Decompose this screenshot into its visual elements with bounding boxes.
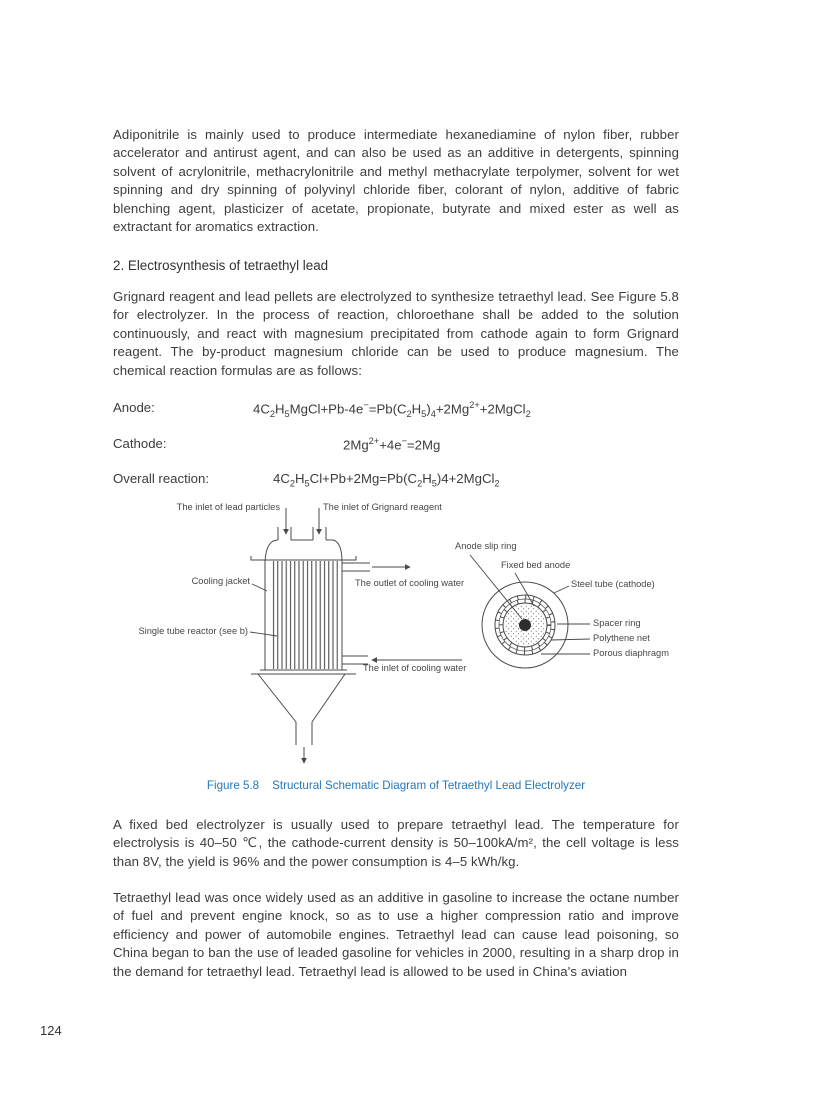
equation-cathode-formula: $2Mg^{2+}+4e^-=2Mg$ [343,436,441,453]
equation-overall [113,471,679,489]
figure-caption-label: Figure 5.8 [206,779,260,792]
label-steel-tube-cathode: Steel tube (cathode) [571,579,655,589]
label-inlet-cooling-water: The inlet of cooling water [363,663,467,673]
equation-cathode [113,436,679,451]
label-polythene-net: Polythene net [593,633,650,643]
paragraph-grignard: Grignard reagent and lead pellets are electrolyzed to synthesize tetraethyl lead. See Figure 5.8 for electrolyzer. In the process of reaction, chloroethane shall be added to the solution continuously, and react with magnesium precipitated from cathode again to form Grignard reagent. The by-product magnesium chloride can be used to produce magnesium. The chemical reaction formulas are as follows: [113,289,679,378]
paragraph-tetraethyl-history: Tetraethyl lead was once widely used as an additive in gasoline to increase the octane number of fuel and prevent engine knock, so as to use a higher compression ratio and improve efficiency and power of automobile engines. Tetraethyl lead can cause lead poisoning, so China began to ban the use of leaded gasoline for vehicles in 2000, resulting in a sharp drop in the demand for tetraethyl lead. Tetraethyl lead is allowed to be used in China's aviation [113,890,679,979]
label-anode-slip-ring: Anode slip ring [455,541,517,551]
equation-anode [113,400,679,420]
anode-slip-ring-dot [519,619,531,631]
equation-anode-formula: $4C_2H_5MgCl+Pb-4e^-=Pb(C_2H_5)_4+2Mg^{2+}+2MgCl_2$ [253,400,531,420]
figure-caption [113,779,679,792]
paragraph-fixed-bed: A fixed bed electrolyzer is usually used to prepare tetraethyl lead. The temperature for electrolysis is 40–50 ℃, the cathode-current density is 50–100kA/m², the cell voltage is less than 8V, the yield is 96% and the power consumption is 4–5 kWh/kg. [113,817,679,869]
label-outlet-cooling-water: The outlet of cooling water [355,578,465,588]
equation-anode-label: Anode: [113,400,155,415]
figure-electrolyzer-diagram [110,498,710,776]
paragraph-adiponitrile: Adiponitrile is mainly used to produce intermediate hexanediamine of nylon fiber, rubber accelerator and antirust agent, and can also be used as an additive in detergents, spinning solvent of acrylonitrile, methacrylonitrile and methyl methacrylate terpolymer, solvent for wet spinning and dry spinning of polyvinyl chloride fiber, colorant of nylon, additive of fabric blenching agent, plasticizer of acetate, propionate, butyrate and mixed ester as well as extractant for aromatics extraction. [113,127,679,235]
cross-section-b [482,582,568,668]
label-single-tube-reactor: Single tube reactor (see b) [138,626,248,636]
equation-overall-label: Overall reaction: [113,471,210,486]
page-number: 124 [40,1023,62,1038]
equation-cathode-label: Cathode: [113,436,167,451]
label-fixed-bed-anode: Fixed bed anode [501,560,571,570]
leader-polythene-net [551,639,590,640]
leader-steel-tube-cathode [554,586,569,593]
figure-caption-title: Structural Schematic Diagram of Tetraethyl Lead Electrolyzer [272,779,586,792]
label-spacer-ring: Spacer ring [593,618,641,628]
label-cooling-jacket: Cooling jacket [191,576,250,586]
section-heading: 2. Electrosynthesis of tetraethyl lead [113,258,329,273]
label-porous-diaphragm: Porous diaphragm [593,648,669,658]
label-inlet-lead: The inlet of lead particles [176,502,280,512]
equation-overall-formula: $4C_2H_5Cl+Pb+2Mg=Pb(C_2H_5)4+2MgCl_2$ [273,471,500,489]
reactor-vessel [251,527,370,745]
label-inlet-grignard: The inlet of Grignard reagent [323,502,442,512]
